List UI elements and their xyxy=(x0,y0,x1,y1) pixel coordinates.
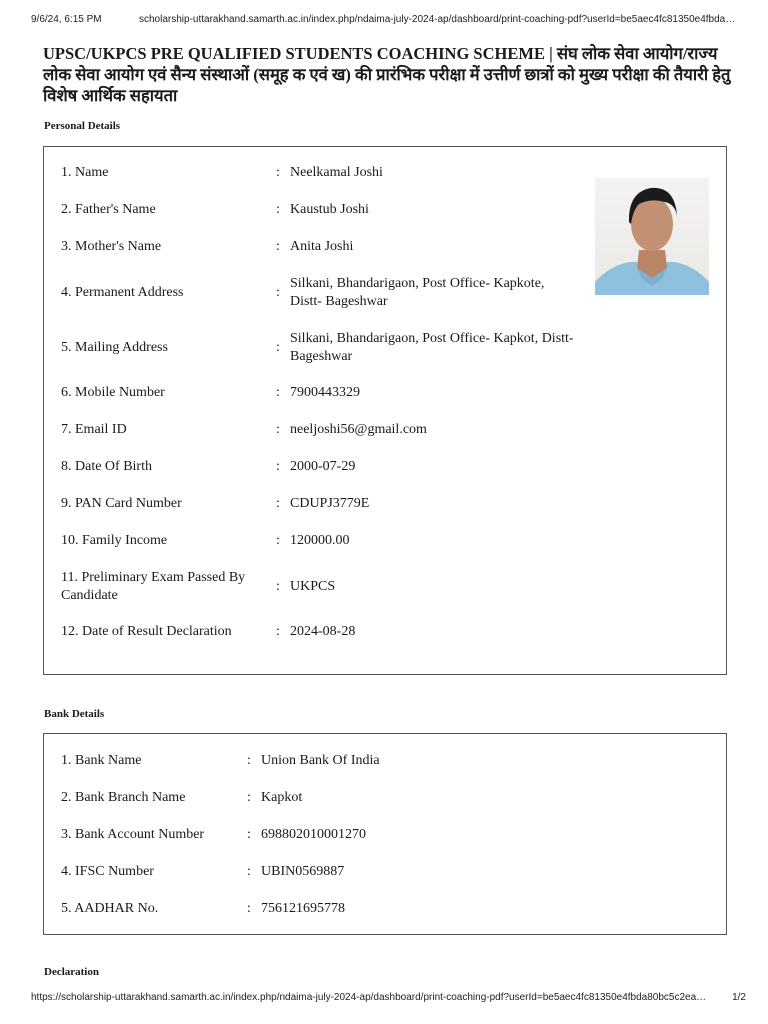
detail-value: UKPCS xyxy=(290,579,336,594)
detail-separator: : xyxy=(276,285,280,300)
detail-label: 5. Mailing Address xyxy=(61,340,168,355)
detail-separator: : xyxy=(247,827,251,842)
detail-row-mailing-address xyxy=(61,330,576,366)
bank-row-name xyxy=(61,752,716,770)
detail-separator: : xyxy=(276,385,280,400)
candidate-photo xyxy=(595,178,709,295)
detail-value: 120000.00 xyxy=(290,533,350,548)
detail-separator: : xyxy=(276,239,280,254)
bank-details-box xyxy=(43,733,727,935)
detail-label: 4. Permanent Address xyxy=(61,285,184,300)
detail-separator: : xyxy=(276,624,280,639)
detail-value: 2000-07-29 xyxy=(290,459,356,474)
detail-row-email xyxy=(61,421,716,439)
detail-label: 2. Bank Branch Name xyxy=(61,790,186,805)
print-header xyxy=(31,14,746,25)
detail-value: 756121695778 xyxy=(261,901,345,916)
detail-value: UBIN0569887 xyxy=(261,864,345,879)
detail-separator: : xyxy=(247,864,251,879)
detail-value: CDUPJ3779E xyxy=(290,496,370,511)
detail-label: 1. Bank Name xyxy=(61,753,142,768)
print-url: scholarship-uttarakhand.samarth.ac.in/index.php/ndaima-july-2024-ap/dashboard/print-coaching-pdf?userId=be5aec4fc81350e4fbda… xyxy=(139,14,736,25)
detail-label: 9. PAN Card Number xyxy=(61,496,182,511)
detail-value: 2024-08-28 xyxy=(290,624,356,639)
detail-label: 2. Father's Name xyxy=(61,202,156,217)
detail-row-permanent-address xyxy=(61,275,576,311)
declaration-heading: Declaration xyxy=(44,966,99,978)
detail-row-family-income xyxy=(61,532,716,550)
detail-value: Neelkamal Joshi xyxy=(290,165,383,180)
detail-value: Kaustub Joshi xyxy=(290,202,369,217)
detail-separator: : xyxy=(276,533,280,548)
bank-row-aadhar xyxy=(61,900,716,918)
detail-label: 1. Name xyxy=(61,165,109,180)
detail-label: 6. Mobile Number xyxy=(61,385,165,400)
detail-row-pan-card xyxy=(61,495,716,513)
detail-label: 7. Email ID xyxy=(61,422,127,437)
bank-row-account-number xyxy=(61,826,716,844)
detail-separator: : xyxy=(247,753,251,768)
detail-separator: : xyxy=(276,422,280,437)
detail-separator: : xyxy=(247,790,251,805)
bank-row-branch xyxy=(61,789,716,807)
detail-value: 698802010001270 xyxy=(261,827,366,842)
detail-separator: : xyxy=(276,496,280,511)
detail-separator: : xyxy=(276,165,280,180)
detail-label: 5. AADHAR No. xyxy=(61,901,159,916)
personal-details-heading: Personal Details xyxy=(44,120,121,132)
detail-label: 10. Family Income xyxy=(61,533,168,548)
detail-separator: : xyxy=(276,579,280,594)
bank-details-heading: Bank Details xyxy=(44,708,105,720)
detail-value: Union Bank Of India xyxy=(261,753,380,768)
detail-row-result-date xyxy=(61,623,716,641)
detail-label: 11. Preliminary Exam Passed By Candidate xyxy=(61,570,246,603)
detail-label: 12. Date of Result Declaration xyxy=(61,624,232,639)
detail-row-exam-passed xyxy=(61,569,716,605)
page-number: 1/2 xyxy=(732,992,746,1003)
bank-row-ifsc xyxy=(61,863,716,881)
detail-value: Silkani, Bhandarigaon, Post Office- Kapkot, Distt- Bageshwar xyxy=(290,331,574,364)
detail-separator: : xyxy=(276,340,280,355)
detail-separator: : xyxy=(276,202,280,217)
print-datetime: 9/6/24, 6:15 PM xyxy=(31,14,102,25)
detail-value: Kapkot xyxy=(261,790,303,805)
detail-separator: : xyxy=(276,459,280,474)
print-footer xyxy=(31,992,746,1003)
detail-separator: : xyxy=(247,901,251,916)
detail-value: neeljoshi56@gmail.com xyxy=(290,422,427,437)
detail-row-mobile-number xyxy=(61,384,716,402)
detail-label: 3. Mother's Name xyxy=(61,239,162,254)
detail-label: 4. IFSC Number xyxy=(61,864,154,879)
detail-value: 7900443329 xyxy=(290,385,360,400)
detail-label: 8. Date Of Birth xyxy=(61,459,152,474)
detail-value: Silkani, Bhandarigaon, Post Office- Kapkote, Distt- Bageshwar xyxy=(290,276,545,309)
page-title: UPSC/UKPCS PRE QUALIFIED STUDENTS COACHING SCHEME | संघ लोक सेवा आयोग/राज्य लोक सेवा आयोग एवं सैन्य संस्थाओं (समूह क एवं ख) की प्रारंभिक परीक्षा में उत्तीर्ण छात्रों को मुख्य परीक्षा की तैयारी हेतु विशेष आर्थिक सहायता xyxy=(43,44,731,105)
footer-url: https://scholarship-uttarakhand.samarth.ac.in/index.php/ndaima-july-2024-ap/dashboard/print-coaching-pdf?userId=be5aec4fc81350e4fbda80bc5c2ea… xyxy=(31,992,707,1003)
detail-value: Anita Joshi xyxy=(290,239,354,254)
detail-row-date-of-birth xyxy=(61,458,716,476)
detail-label: 3. Bank Account Number xyxy=(61,827,205,842)
